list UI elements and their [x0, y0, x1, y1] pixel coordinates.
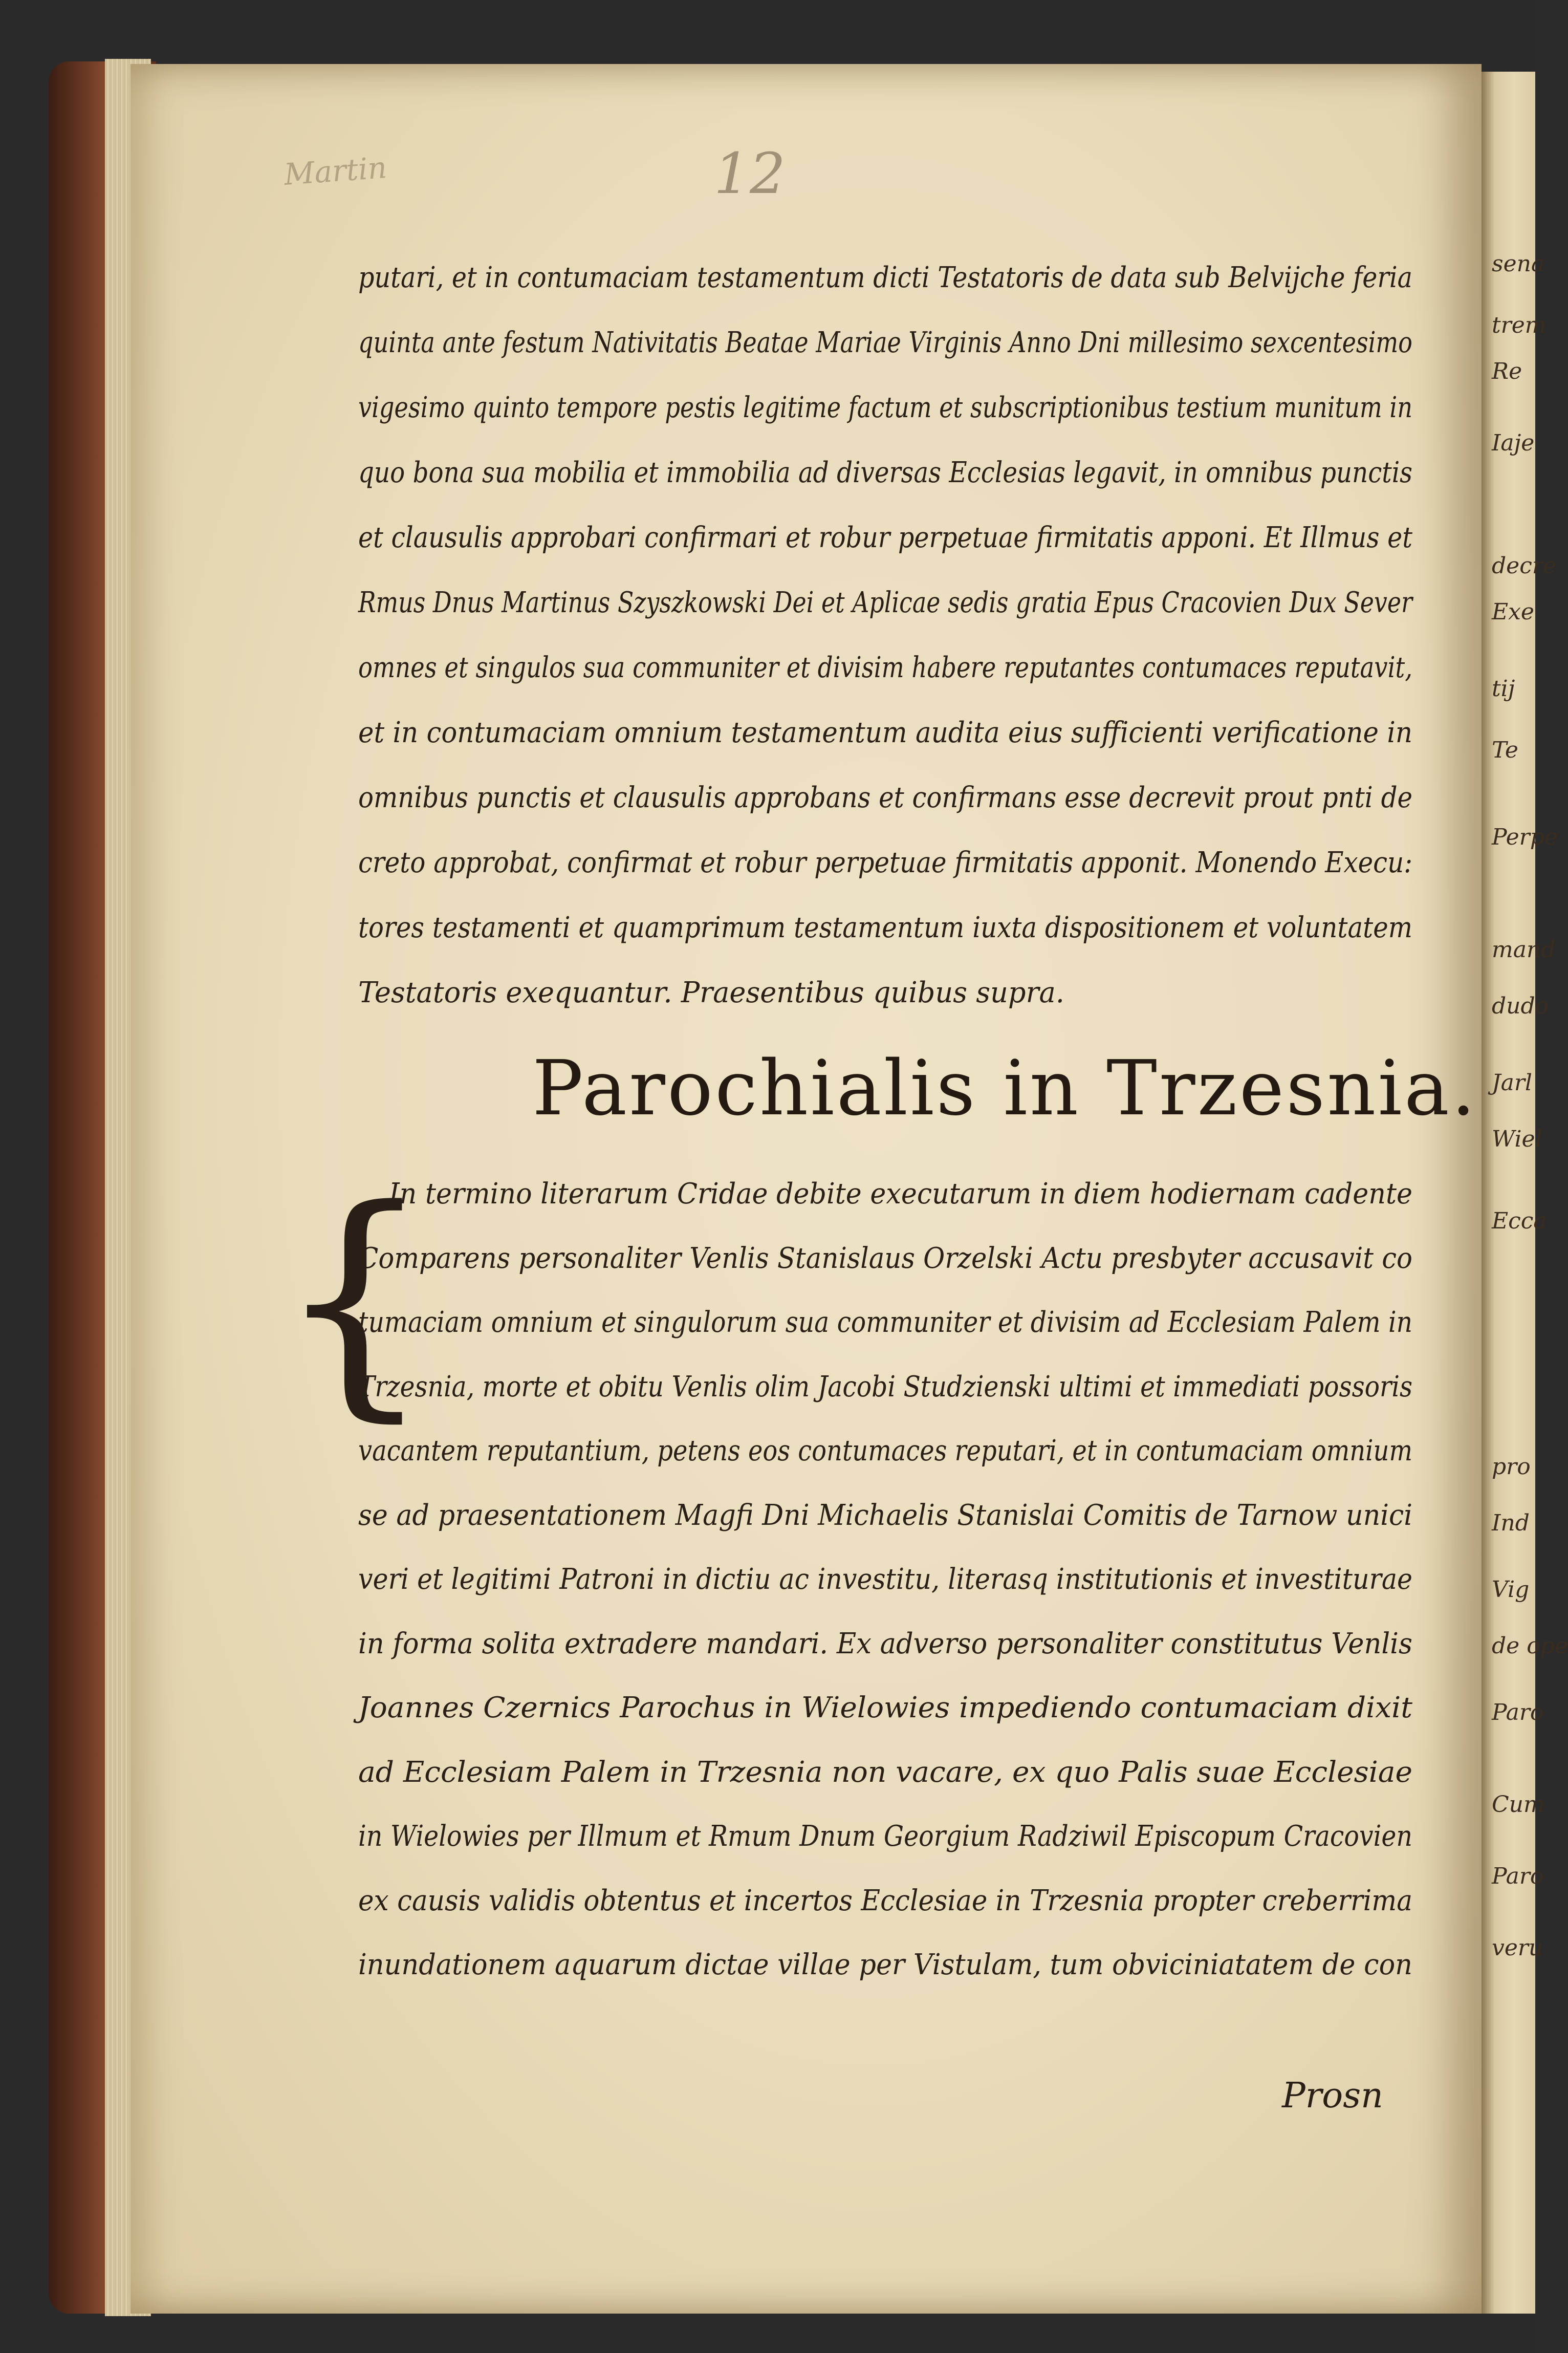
manuscript-line: vacantem reputantium, petens eos contumaces reputari, et in contumaciam omnium	[358, 1434, 1412, 1467]
manuscript-line: ex causis validis obtentus et incertos Ecclesiae in Trzesnia propter creberrima	[358, 1884, 1412, 1917]
facing-page-fragment: veru	[1492, 1935, 1543, 1961]
facing-page-fragment: pro	[1492, 1454, 1531, 1480]
facing-page-fragment: Perpe	[1492, 824, 1558, 850]
manuscript-line: Rmus Dnus Martinus Szyszkowski Dei et Aplicae sedis gratia Epus Cracovien Dux Sever	[358, 586, 1412, 619]
manuscript-line: veri et legitimi Patroni in dictiu ac investitu, literasq institutionis et investiturae	[358, 1563, 1412, 1596]
manuscript-line: In termino literarum Cridae debite executarum in diem hodiernam cadente	[389, 1177, 1412, 1211]
facing-page-fragment: Vig	[1492, 1577, 1530, 1603]
manuscript-line: Testatoris exequantur. Praesentibus quibus supra.	[358, 976, 1064, 1009]
facing-page-fragment: mand	[1492, 937, 1556, 963]
manuscript-line: quinta ante festum Nativitatis Beatae Mariae Virginis Anno Dni millesimo sexcentesimo	[358, 326, 1412, 359]
facing-page-fragment: Paro	[1492, 1863, 1544, 1889]
facing-page-fragment: Wiel	[1492, 1126, 1542, 1152]
facing-page-fragment: Ind	[1492, 1510, 1530, 1536]
facing-page-fragment: Paro	[1492, 1699, 1544, 1725]
manuscript-line: in Wielowies per Illmum et Rmum Dnum Georgium Radziwil Episcopum Cracovien	[358, 1820, 1412, 1853]
manuscript-line: inundationem aquarum dictae villae per Vistulam, tum obviciniatatem de con	[358, 1948, 1412, 1981]
manuscript-line: Trzesnia, morte et obitu Venlis olim Jacobi Studzienski ultimi et immediati possoris	[358, 1370, 1412, 1404]
manuscript-line: in forma solita extradere mandari. Ex adverso personaliter constitutus Venlis	[358, 1627, 1412, 1660]
facing-page-fragment: dudo	[1492, 993, 1549, 1019]
manuscript-line: ad Ecclesiam Palem in Trzesnia non vacare, ex quo Palis suae Ecclesiae	[358, 1755, 1412, 1789]
facing-page-fragment: tij	[1492, 676, 1515, 702]
manuscript-line: putari, et in contumaciam testamentum dicti Testatoris de data sub Belvijche feria	[358, 261, 1412, 294]
folio-number: 12	[714, 141, 786, 206]
signature: Prosn	[1282, 2076, 1383, 2116]
manuscript-line: tumaciam omnium et singulorum sua communiter et divisim ad Ecclesiam Palem in	[358, 1306, 1412, 1339]
facing-page-fragment: sena	[1492, 251, 1545, 277]
facing-page-fragment: Iaje	[1492, 430, 1535, 456]
facing-page-fragment: trem	[1492, 312, 1547, 338]
facing-page-fragment: de ope	[1492, 1633, 1568, 1659]
facing-page-edge	[1482, 72, 1535, 2314]
manuscript-line: Joannes Czernics Parochus in Wielowies impediendo contumaciam dixit	[358, 1691, 1412, 1724]
manuscript-line: Comparens personaliter Venlis Stanislaus Orzelski Actu presbyter accusavit co	[358, 1241, 1412, 1275]
facing-page-fragment: Te	[1492, 737, 1518, 763]
section-heading: Parochialis in Trzesnia.	[532, 1044, 1478, 1132]
facing-page-fragment: Ecca	[1492, 1208, 1547, 1234]
decorative-bracket: {	[276, 1157, 433, 1443]
manuscript-line: et clausulis approbari confirmari et robur perpetuae firmitatis apponi. Et Illmus et	[358, 521, 1412, 554]
facing-page-fragment: Exe	[1492, 599, 1534, 625]
manuscript-line: et in contumaciam omnium testamentum audita eius sufficienti verificatione in	[358, 716, 1412, 749]
facing-page-fragment: Cum	[1492, 1791, 1545, 1818]
facing-page-fragment: Re	[1492, 358, 1522, 384]
manuscript-line: quo bona sua mobilia et immobilia ad diversas Ecclesias legavit, in omnibus punctis	[358, 456, 1412, 489]
manuscript-line: tores testamenti et quamprimum testamentum iuxta dispositionem et voluntatem	[358, 911, 1412, 944]
manuscript-line: creto approbat, confirmat et robur perpetuae firmitatis apponit. Monendo Execu:	[358, 846, 1412, 879]
facing-page-fragment: Jarl	[1492, 1070, 1532, 1096]
manuscript-line: omnes et singulos sua communiter et divisim habere reputantes contumaces reputavit,	[358, 651, 1412, 684]
bleed-through-text: Martin	[282, 150, 388, 192]
manuscript-line: se ad praesentationem Magfi Dni Michaelis Stanislai Comitis de Tarnow unici	[358, 1498, 1412, 1532]
facing-page-fragment: decre	[1492, 553, 1556, 579]
manuscript-line: omnibus punctis et clausulis approbans et confirmans esse decrevit prout pnti de	[358, 781, 1412, 814]
manuscript-line: vigesimo quinto tempore pestis legitime factum et subscriptionibus testium munitum in	[358, 391, 1412, 424]
